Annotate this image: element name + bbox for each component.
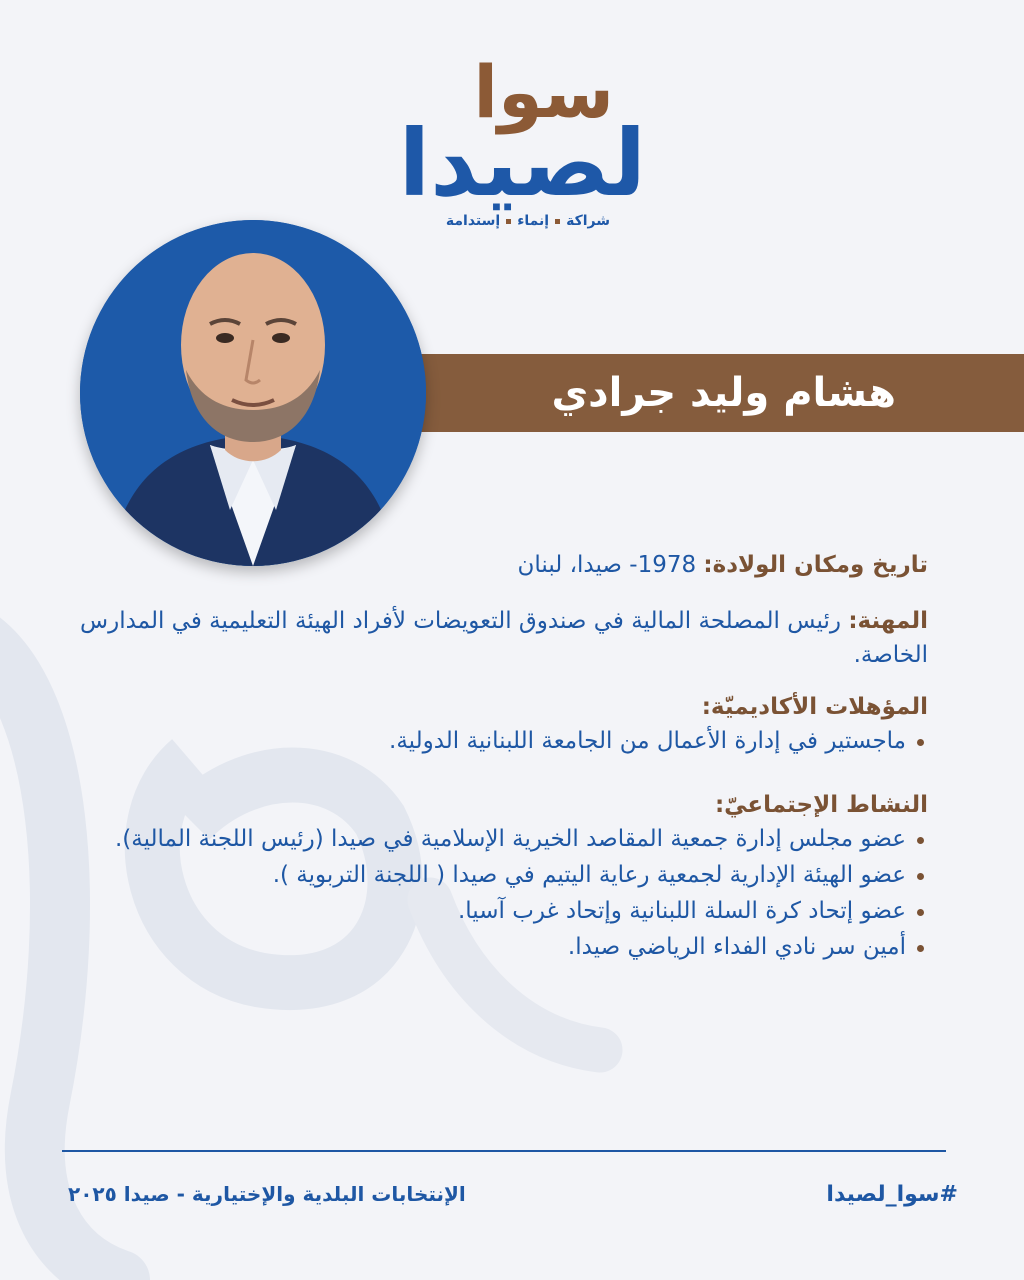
portrait-illustration <box>80 220 426 566</box>
footer-divider <box>62 1150 946 1152</box>
profession-value: رئيس المصلحة المالية في صندوق التعويضات لأفراد الهيئة التعليمية في المدارس الخاصة. <box>80 608 928 668</box>
logo-top-word: سوا <box>473 50 614 134</box>
qualifications-section <box>60 690 928 758</box>
qualifications-list <box>60 724 928 758</box>
birth-label: تاريخ ومكان الولادة: <box>703 552 928 578</box>
birth-value: 1978- صيدا، لبنان <box>517 552 704 578</box>
list-item: عضو إتحاد كرة السلة اللبنانية وإتحاد غرب آسيا. <box>60 894 928 928</box>
tagline-development: إنماء <box>517 213 550 229</box>
list-item: ماجستير في إدارة الأعمال من الجامعة اللبنانية الدولية. <box>60 724 928 758</box>
social-section <box>60 788 928 964</box>
candidate-bio <box>60 548 928 966</box>
profession-label: المهنة: <box>848 608 928 634</box>
footer-event: الإنتخابات البلدية والإختيارية - صيدا ٢٠٢٥ <box>68 1182 466 1206</box>
candidate-name: هشام وليد جرادي <box>551 370 896 416</box>
candidate-portrait <box>80 220 426 566</box>
tagline-partnership: شراكة <box>566 213 610 229</box>
tagline-sustainability: إستدامة <box>445 213 501 229</box>
logo-main-word: لصيدا <box>398 110 646 217</box>
tagline-separator <box>555 219 560 224</box>
list-item: أمين سر نادي الفداء الرياضي صيدا. <box>60 930 928 964</box>
list-item: عضو مجلس إدارة جمعية المقاصد الخيرية الإسلامية في صيدا (رئيس اللجنة المالية). <box>60 822 928 856</box>
name-banner <box>380 354 1024 432</box>
profession-row <box>60 604 928 672</box>
birth-row <box>60 548 928 582</box>
logo-tagline <box>446 212 610 230</box>
list-item: عضو الهيئة الإدارية لجمعية رعاية اليتيم في صيدا ( اللجنة التربوية ). <box>60 858 928 892</box>
social-list <box>60 822 928 964</box>
campaign-logo <box>392 52 654 242</box>
qualifications-title: المؤهلات الأكاديميّة: <box>701 694 928 720</box>
footer-hashtag: #سوا_لصيدا <box>826 1182 958 1207</box>
tagline-separator <box>506 219 511 224</box>
social-title: النشاط الإجتماعيّ: <box>714 792 928 818</box>
